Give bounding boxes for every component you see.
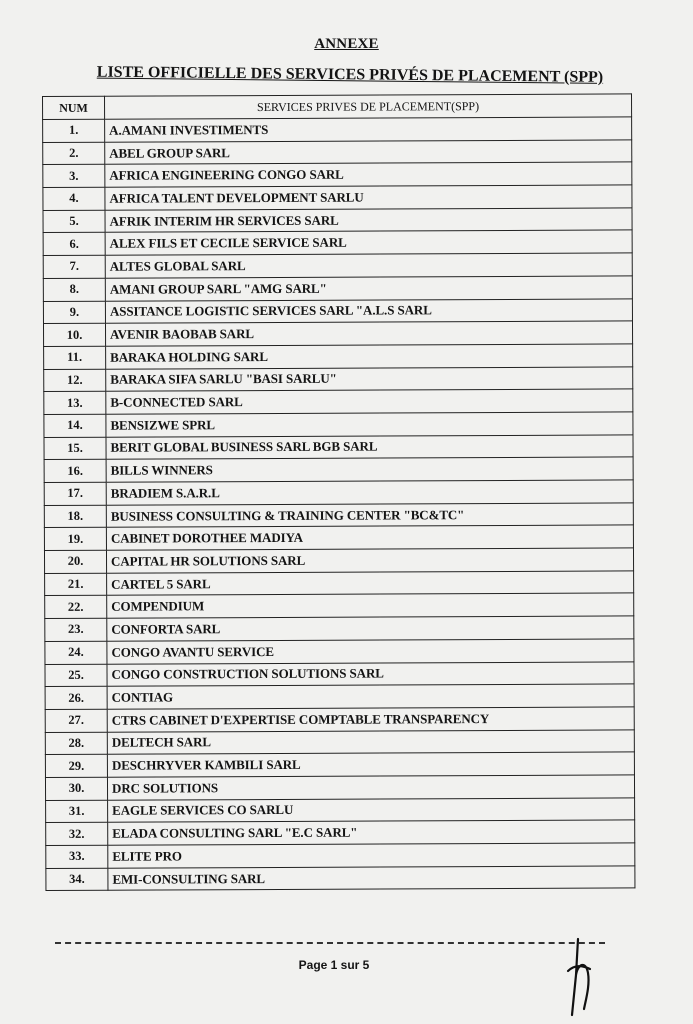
row-number: 7. [43, 255, 105, 278]
table-row [44, 503, 633, 528]
table-row [45, 707, 634, 732]
row-number: 3. [43, 165, 105, 188]
row-number: 31. [46, 800, 108, 823]
table-row [45, 616, 634, 641]
service-name: DRC SOLUTIONS [107, 775, 634, 800]
table-row [46, 866, 635, 891]
service-name: CONGO AVANTU SERVICE [107, 639, 634, 664]
service-name: ASSITANCE LOGISTIC SERVICES SARL "A.L.S SARL [105, 298, 632, 323]
table-row [45, 639, 634, 664]
table-row [45, 752, 634, 777]
service-name: B-CONNECTED SARL [106, 389, 633, 414]
row-number: 6. [43, 233, 105, 256]
row-number: 4. [43, 187, 105, 210]
table-row [44, 525, 633, 550]
table-row [44, 366, 633, 391]
services-column-header: SERVICES PRIVES DE PLACEMENT(SPP) [105, 94, 632, 119]
row-number: 5. [43, 210, 105, 233]
service-name: BUSINESS CONSULTING & TRAINING CENTER "BC&TC" [106, 503, 633, 528]
spp-table-container [42, 93, 635, 891]
service-name: ELITE PRO [108, 843, 635, 868]
table-row [46, 843, 635, 868]
table-header-row [43, 94, 632, 120]
table-row [43, 162, 632, 187]
table-row [43, 208, 632, 233]
table-row [45, 661, 634, 686]
table-row [44, 548, 633, 573]
table-row [44, 344, 633, 369]
table-row [44, 435, 633, 460]
row-number: 14. [44, 414, 106, 437]
document-title: LISTE OFFICIELLE DES SERVICES PRIVÉS DE PLACEMENT (SPP) [96, 63, 604, 86]
service-name: CARTEL 5 SARL [107, 571, 634, 596]
service-name: CONGO CONSTRUCTION SOLUTIONS SARL [107, 661, 634, 686]
table-row [43, 140, 632, 165]
table-row [43, 298, 632, 323]
service-name: CTRS CABINET D'EXPERTISE COMPTABLE TRANSPARENCY [107, 707, 634, 732]
row-number: 12. [44, 369, 106, 392]
table-row [45, 593, 634, 618]
table-row [45, 775, 634, 800]
num-column-header: NUM [43, 96, 105, 119]
service-name: A.AMANI INVESTIMENTS [105, 117, 632, 142]
row-number: 24. [45, 641, 107, 664]
row-number: 20. [44, 550, 106, 573]
service-name: COMPENDIUM [107, 593, 634, 618]
service-name: AMANI GROUP SARL "AMG SARL" [105, 276, 632, 301]
service-name: CABINET DOROTHEE MADIYA [106, 525, 633, 550]
service-name: ELADA CONSULTING SARL "E.C SARL" [108, 820, 635, 845]
table-row [46, 820, 635, 845]
page-number: Page 1 sur 5 [298, 958, 370, 972]
row-number: 23. [45, 618, 107, 641]
table-row [46, 798, 635, 823]
table-body [43, 117, 635, 891]
service-name: CONTIAG [107, 684, 634, 709]
table-row [43, 276, 632, 301]
service-name: AFRIK INTERIM HR SERVICES SARL [105, 208, 632, 233]
row-number: 13. [44, 391, 106, 414]
service-name: BRADIEM S.A.R.L [106, 480, 633, 505]
table-row [43, 321, 632, 346]
service-name: DESCHRYVER KAMBILI SARL [107, 752, 634, 777]
service-name: AVENIR BAOBAB SARL [105, 321, 632, 346]
row-number: 15. [44, 437, 106, 460]
row-number: 29. [45, 754, 107, 777]
service-name: CAPITAL HR SOLUTIONS SARL [106, 548, 633, 573]
table-row [44, 389, 633, 414]
table-row [44, 480, 633, 505]
service-name: DELTECH SARL [107, 729, 634, 754]
row-number: 25. [45, 664, 107, 687]
row-number: 28. [45, 732, 107, 755]
table-row [45, 729, 634, 754]
row-number: 34. [46, 868, 108, 891]
table-row [45, 684, 634, 709]
service-name: BILLS WINNERS [106, 457, 633, 482]
service-name: AFRICA TALENT DEVELOPMENT SARLU [105, 185, 632, 210]
row-number: 1. [43, 119, 105, 142]
table-row [43, 253, 632, 278]
service-name: ABEL GROUP SARL [105, 140, 632, 165]
row-number: 11. [44, 346, 106, 369]
row-number: 17. [44, 482, 106, 505]
row-number: 2. [43, 142, 105, 165]
table-row [43, 117, 632, 142]
service-name: ALTES GLOBAL SARL [105, 253, 632, 278]
row-number: 21. [45, 573, 107, 596]
table-row [43, 185, 632, 210]
row-number: 32. [46, 823, 108, 846]
row-number: 9. [43, 301, 105, 324]
annexe-heading: ANNEXE [314, 36, 379, 52]
row-number: 33. [46, 845, 108, 868]
table-row [44, 457, 633, 482]
footer-divider [55, 942, 605, 944]
service-name: BARAKA HOLDING SARL [106, 344, 633, 369]
table-row [44, 412, 633, 437]
service-name: EMI-CONSULTING SARL [108, 866, 635, 891]
row-number: 16. [44, 460, 106, 483]
row-number: 30. [45, 777, 107, 800]
row-number: 22. [45, 596, 107, 619]
row-number: 8. [43, 278, 105, 301]
service-name: AFRICA ENGINEERING CONGO SARL [105, 162, 632, 187]
row-number: 26. [45, 686, 107, 709]
service-name: BERIT GLOBAL BUSINESS SARL BGB SARL [106, 435, 633, 460]
service-name: BARAKA SIFA SARLU "BASI SARLU" [106, 366, 633, 391]
row-number: 19. [44, 528, 106, 551]
table-row [43, 230, 632, 255]
row-number: 18. [44, 505, 106, 528]
row-number: 27. [45, 709, 107, 732]
service-name: BENSIZWE SPRL [106, 412, 633, 437]
spp-table [42, 93, 635, 891]
signature [560, 935, 610, 1020]
table-row [45, 571, 634, 596]
service-name: CONFORTA SARL [107, 616, 634, 641]
service-name: ALEX FILS ET CECILE SERVICE SARL [105, 230, 632, 255]
service-name: EAGLE SERVICES CO SARLU [108, 798, 635, 823]
row-number: 10. [43, 323, 105, 346]
